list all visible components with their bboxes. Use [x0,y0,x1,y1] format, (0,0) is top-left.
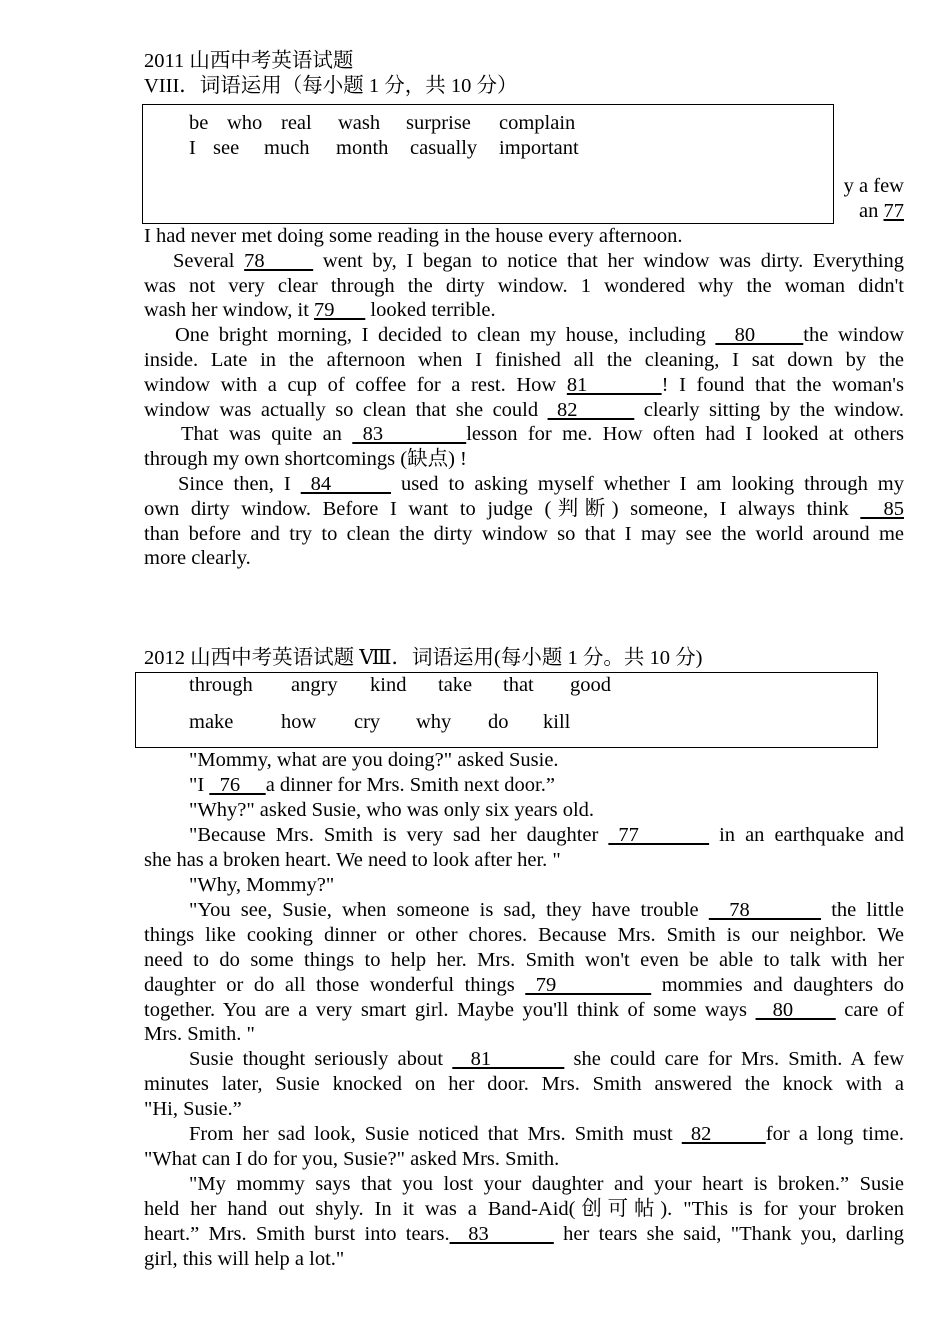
section1-subtitle: VIII．词语运用（每小题 1 分，共 10 分） [144,75,518,97]
answer-blank: 80 [755,998,836,1021]
text-segment: need to do some things to help her. Mrs. Smith won't even be able to talk with her [144,948,904,971]
text-segment: things like cooking dinner or other chores. Because Mrs. Smith is our neighbor. We [144,923,904,946]
text-segment: daughter or do all those wonderful things [144,973,526,996]
text-line [144,522,904,547]
text-segment: looked terrible. [365,299,496,322]
text-segment: inside. Late in the afternoon when I finished all the cleaning, I sat down by the [144,349,904,371]
answer-blank: 79 [525,973,652,996]
text-line [144,1097,904,1122]
text-segment: One bright morning, I decided to clean my house, including [175,324,716,347]
text-segment: ! I found that the woman's [661,373,904,396]
text-line [144,973,904,998]
text-line [173,249,904,274]
text-segment: mommies and daughters do [651,973,905,996]
text-line [178,472,904,497]
text-segment: From her sad look, Susie noticed that Mrs. Smith must [189,1123,682,1146]
word-casually: casually [410,137,478,159]
section2-title: 2012 山西中考英语试题 Ⅷ．词语运用(每小题 1 分。共 10 分) [144,647,703,669]
word-wash: wash [338,112,381,134]
text-line [144,1022,904,1047]
text-line [144,348,904,373]
text-segment: care of [835,998,905,1021]
text-segment: through my own shortcomings (缺点) ! [144,448,467,471]
word-real: real [281,112,312,134]
word-do: do [488,711,509,733]
word-why: why [416,711,452,733]
text-segment: she has a broken heart. We need to look after her. " [144,848,561,871]
text-line [189,773,904,798]
text-segment: in an earthquake and [709,823,904,846]
text-segment: own dirty window. Before I want to judge (判断) someone, I always think [144,497,861,520]
answer-blank: 78 [244,249,314,272]
text-segment: "Mommy, what are you doing?" asked Susie. [189,749,559,771]
answer-blank: 78 [708,898,821,921]
word-box-1 [142,104,834,224]
text-line [144,1197,904,1222]
word-who: who [227,112,263,134]
text-line [144,998,904,1023]
text-segment: minutes later, Susie knocked on her door. Mrs. Smith answered the knock with a [144,1073,904,1096]
word-i: I [189,137,196,159]
word-box-2 [135,672,878,748]
blank-77: 77 [883,200,904,222]
peek-text: an [859,200,884,222]
text-segment: "Why?" asked Susie, who was only six years old. [189,798,595,821]
text-line [144,398,904,423]
text-line [189,798,904,823]
text-segment: the little [821,898,904,921]
text-line [144,373,904,398]
text-line [144,1222,904,1247]
text-line [144,274,904,299]
text-segment: more clearly. [144,547,251,570]
text-segment: heart.” Mrs. Smith burst into tears. [144,1223,450,1246]
text-segment: "My mommy says that you lost your daughter and your heart is broken.” Susie [189,1173,904,1196]
word-angry: angry [291,674,338,696]
answer-blank: 81 [566,373,662,396]
text-segment: Mrs. Smith. " [144,1023,255,1046]
text-line [144,497,904,522]
text-line [144,948,904,973]
text-segment: window with a cup of coffee for a rest. How [144,373,567,396]
text-segment: her tears she said, "Thank you, darling [553,1223,904,1246]
text-line [181,422,904,447]
answer-blank: 79 [314,299,366,322]
text-segment: than before and try to clean the dirty window so that I may see the world around me [144,522,904,545]
text-segment: "Because Mrs. Smith is very sad her daughter [189,823,609,846]
text-segment: she could care for Mrs. Smith. A few [564,1048,905,1071]
text-segment: used to asking myself whether I am looking through my [390,473,905,495]
answer-blank: 84 [300,473,391,495]
answer-blank: 76 [209,773,266,796]
answer-blank: 80 [715,324,804,347]
text-segment: "Why, Mommy?" [189,873,335,896]
word-cry: cry [354,711,381,733]
word-important: important [499,137,579,159]
word-kill: kill [543,711,571,733]
text-line [189,1172,904,1197]
text-segment: held her hand out shyly. In it was a Band-Aid(创可帖). "This is for your broken [144,1198,904,1221]
word-make: make [189,711,234,733]
text-line [189,898,904,923]
word-see: see [213,137,240,159]
text-segment: together. You are a very smart girl. Maybe you'll think of some ways [144,998,756,1021]
text-line [144,1072,904,1097]
text-line [144,923,904,948]
word-complain: complain [499,112,576,134]
text-line [189,873,904,898]
text-segment: lesson for me. How often had I looked at others [466,423,904,446]
word-be: be [189,112,209,134]
answer-blank: 85 [860,497,904,520]
text-line [189,748,904,773]
text-line [144,447,904,472]
text-line [189,1122,904,1147]
text-segment: That was quite an [181,423,353,446]
text-line [144,224,904,249]
word-that: that [503,674,534,696]
word-much: much [264,137,310,159]
text-segment: window was actually so clean that she could [144,398,548,421]
answer-blank: 82 [681,1123,766,1146]
answer-blank: 83 [449,1223,554,1246]
text-segment: "What can I do for you, Susie?" asked Mrs. Smith. [144,1148,560,1171]
word-month: month [336,137,389,159]
text-line [144,1147,904,1172]
text-line [144,546,904,571]
text-line [144,848,904,873]
answer-blank: 82 [547,398,635,421]
text-segment: Several [173,249,245,272]
text-segment: Since then, I [178,473,301,495]
peek-text: y a few [843,175,904,197]
text-segment: "You see, Susie, when someone is sad, they have trouble [189,898,709,921]
text-segment: girl, this will help a lot." [144,1248,345,1270]
text-line [144,298,904,323]
text-segment: the window [803,324,904,347]
answer-blank: 81 [452,1048,565,1071]
section1-title: 2011 山西中考英语试题 [144,50,354,72]
word-good: good [570,674,611,696]
word-take: take [438,674,473,696]
text-segment: "Hi, Susie.” [144,1098,242,1121]
text-segment: Susie thought seriously about [189,1048,453,1071]
text-line [189,823,904,848]
word-surprise: surprise [406,112,471,134]
text-segment: "I [189,773,210,796]
text-line [175,323,904,348]
text-segment: I had never met doing some reading in the house every afternoon. [144,225,683,247]
peek-line-2 [827,199,904,224]
word-kind: kind [370,674,407,696]
answer-blank: 83 [352,423,467,446]
peek-line-1 [827,174,904,199]
text-line [189,1047,904,1072]
text-segment: clearly sitting by the window. [634,398,905,421]
word-through: through [189,674,253,696]
text-segment: for a long time. [765,1123,904,1146]
word-how: how [281,711,317,733]
text-line [144,1247,904,1272]
text-segment: was not very clear through the dirty window. 1 wondered why the woman didn't [144,274,904,297]
text-segment: wash her window, it [144,299,315,322]
answer-blank: 77 [608,823,710,846]
text-segment: a dinner for Mrs. Smith next door.” [265,773,555,796]
text-segment: went by, I began to notice that her window was dirty. Everything [313,249,904,272]
